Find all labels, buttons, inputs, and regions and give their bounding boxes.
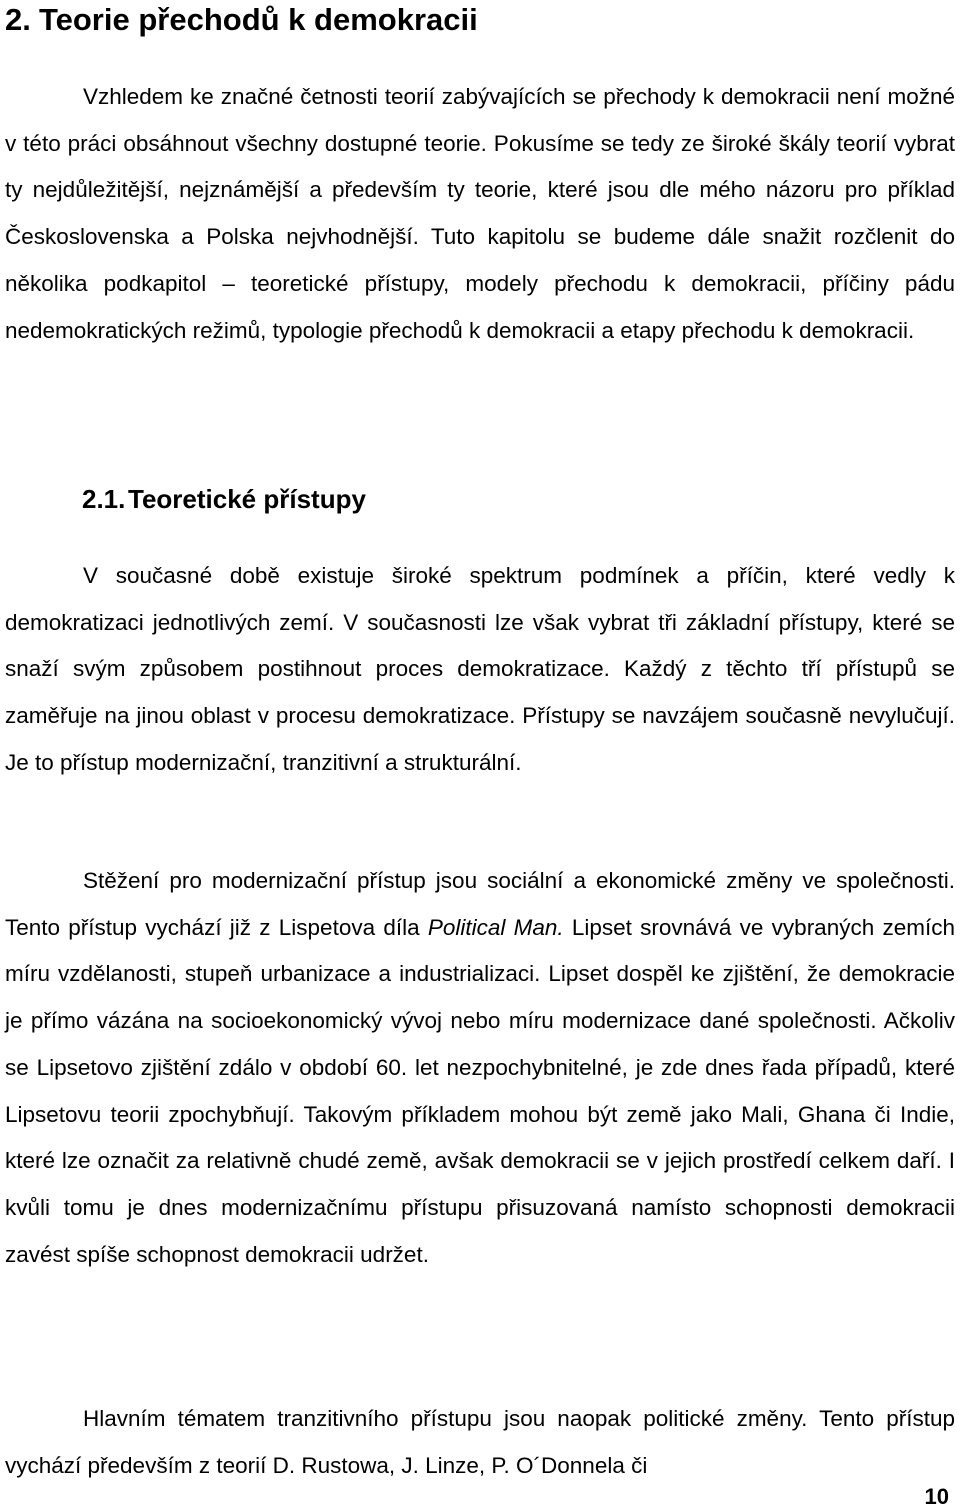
intro-paragraph: Vzhledem ke značné četnosti teorií zabývajících se přechody k demokracii není možné v této práci obsáhnout všechny dostupné teorie. Pokusíme se tedy ze široké škály teorií vybrat ty nejdůležitější, nejznámější a především ty teorie, které jsou dle mého názoru pro příklad Československa a Polska nejvhodnější. Tuto kapitolu se budeme dále snažit rozčlenit do několika podkapitol – teoretické přístupy, modely přechodu k demokracii, příčiny pádu nedemokratických režimů, typologie přechodů k demokracii a etapy přechodu k demokracii. (5, 84, 955, 343)
transition-paragraph: Hlavním tématem tranzitivního přístupu jsou naopak politické změny. Tento přístup vychází především z teorií D. Rustowa, J. Linze, P. O´Donnela či (5, 1406, 955, 1478)
modernization-text-start: Stěžení pro modernizační přístup jsou sociální a ekonomické změny ve společnosti. Tento přístup vychází již z Lispetova díla (5, 868, 955, 940)
section-number: 2.1. (82, 484, 126, 514)
chapter-heading (5, 2, 478, 38)
section-heading (82, 482, 366, 516)
book-title: Political Man. (427, 914, 564, 940)
page-number: 10 (924, 1484, 949, 1509)
chapter-title: Teorie přechodů k demokracii (39, 2, 478, 37)
modernization-paragraph (5, 858, 955, 1278)
modernization-text-end: Lipset srovnává ve vybraných zemích míru vzdělanosti, stupeň urbanizace a industrializaci. Lipset dospěl ke zjištění, že demokracie je přímo vázána na socioekonomický vývoj nebo míru modernizace dané společnosti. Ačkoliv se Lipsetovo zjištění zdálo v období 60. let nezpochybnitelné, je zde dnes řada případů, které Lipsetovu teorii zpochybňují. Takovým příkladem mohou být země jako Mali, Ghana či Indie, které lze označit za relativně chudé země, avšak demokracii se v jejich prostředí celkem daří. I kvůli tomu je dnes modernizačnímu přístupu přisuzovaná namísto schopnosti demokracii zavést spíše schopnost demokracii udržet. (5, 914, 955, 1267)
approaches-paragraph: V současné době existuje široké spektrum podmínek a příčin, které vedly k demokratizaci jednotlivých zemí. V současnosti lze však vybrat tři základní přístupy, které se snaží svým způsobem postihnout proces demokratizace. Každý z těchto tří přístupů se zaměřuje na jinou oblast v procesu demokratizace. Přístupy se navzájem současně nevylučují. Je to přístup modernizační, tranzitivní a strukturální. (5, 563, 955, 775)
section-title: Teoretické přístupy (128, 484, 366, 514)
chapter-number: 2. (5, 2, 31, 37)
